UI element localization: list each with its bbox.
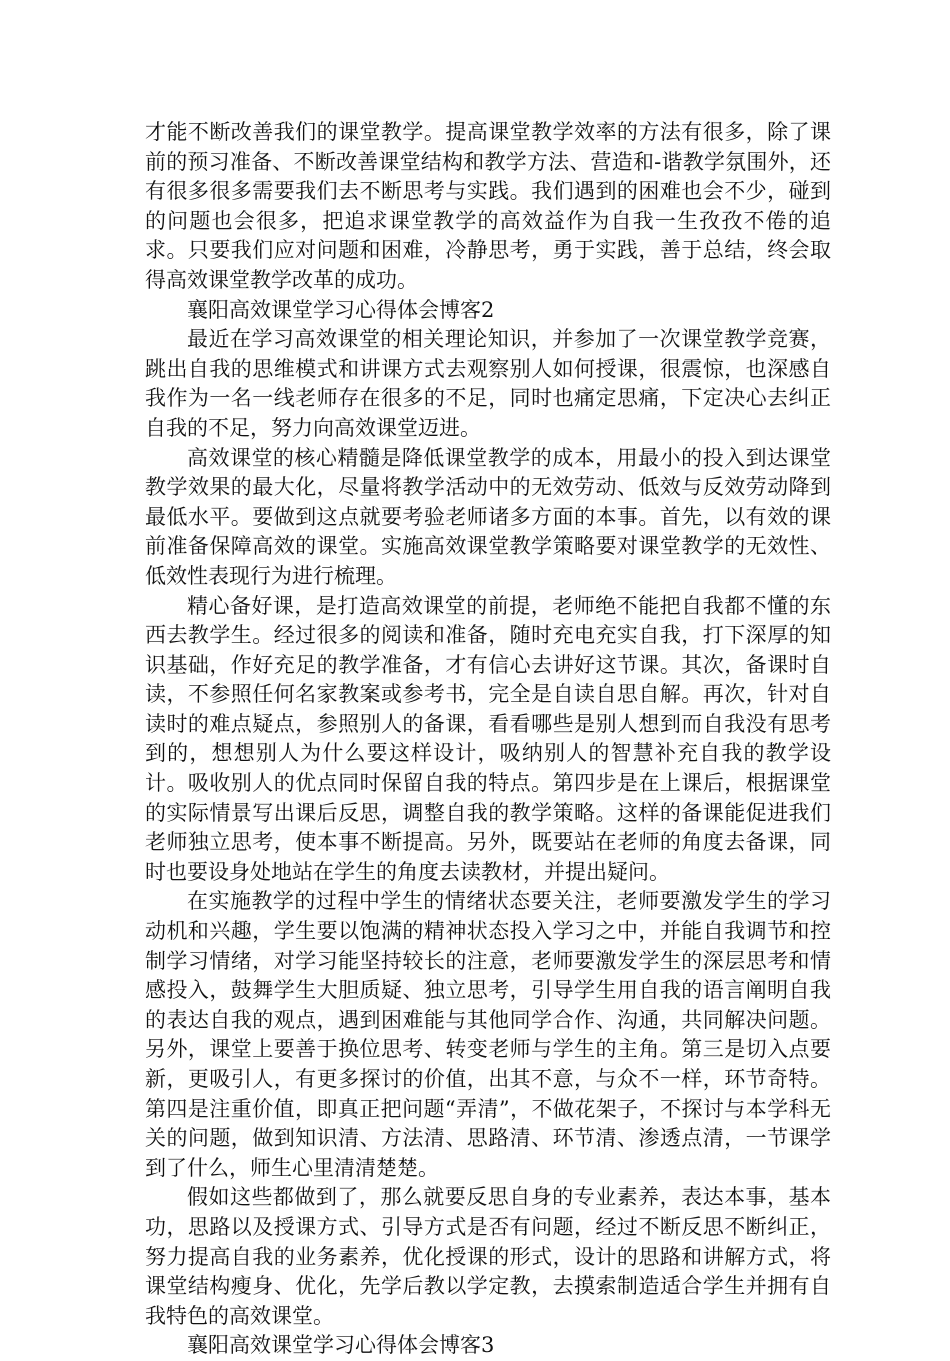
paragraph-continuation: 才能不断改善我们的课堂教学。提高课堂教学效率的方法有很多，除了课前的预习准备、不断改善课堂结构和教学方法、营造和-谐教学氛围外，还有很多很多需要我们去不断思考与实践。我们遇到的困难也会不少，碰到的问题也会很多，把追求课堂教学的高效益作为自我一生孜孜不倦的追求。只要我们应对问题和困难，冷静思考，勇于实践，善于总结，终会取得高效课堂教学改革的成功。 — [145, 120, 831, 292]
document-page — [145, 118, 831, 1361]
section-heading-3: 襄阳高效课堂学习心得体会博客3 — [187, 1333, 495, 1358]
paragraph-teaching-process: 在实施教学的过程中学生的情绪状态要关注，老师要激发学生的学习动机和兴趣，学生要以饱满的精神状态投入学习之中，并能自我调节和控制学习情绪，对学习能坚持较长的注意，老师要激发学生的深层思考和情感投入，鼓舞学生大胆质疑、独立思考，引导学生用自我的语言阐明自我的表达自我的观点，遇到困难能与其他同学合作、沟通，共同解决问题。另外，课堂上要善于换位思考、转变老师与学生的主角。第三是切入点要新，更吸引人，有更多探讨的价值，出其不意，与众不一样，环节奇特。第四是注重价值，即真正把问题“弄清”，不做花架子，不探讨与本学科无关的问题，做到知识清、方法清、思路清、环节清、渗透点清，一节课学到了什么，师生心里清清楚楚。 — [145, 889, 831, 1180]
paragraph-lesson-prep: 精心备好课，是打造高效课堂的前提，老师绝不能把自我都不懂的东西去教学生。经过很多的阅读和准备，随时充电充实自我，打下深厚的知识基础，作好充足的教学准备，才有信心去讲好这节课。其次，备课时自读，不参照任何名家教案或参考书，完全是自读自思自解。再次，针对自读时的难点疑点，参照别人的备课，看看哪些是别人想到而自我没有思考到的，想想别人为什么要这样设计，吸纳别人的智慧补充自我的教学设计。吸收别人的优点同时保留自我的特点。第四步是在上课后，根据课堂的实际情景写出课后反思，调整自我的教学策略。这样的备课能促进我们老师独立思考，使本事不断提高。另外，既要站在老师的角度去备课，同时也要设身处地站在学生的角度去读教材，并提出疑问。 — [145, 593, 831, 884]
section-heading-2: 襄阳高效课堂学习心得体会博客2 — [187, 297, 495, 322]
paragraph-core-essence: 高效课堂的核心精髓是降低课堂教学的成本，用最小的投入到达课堂教学效果的最大化，尽量将教学活动中的无效劳动、低效与反效劳动降到最低水平。要做到这点就要考验老师诸多方面的本事。首先，以有效的课前准备保障高效的课堂。实施高效课堂教学策略要对课堂教学的无效性、低效性表现行为进行梳理。 — [145, 445, 831, 588]
paragraph-reflection: 假如这些都做到了，那么就要反思自身的专业素养，表达本事，基本功，思路以及授课方式、引导方式是否有问题，经过不断反思不断纠正，努力提高自我的业务素养，优化授课的形式，设计的思路和讲解方式，将课堂结构瘦身、优化，先学后教以学定教，去摸索制造适合学生并拥有自我特色的高效课堂。 — [145, 1185, 831, 1328]
paragraph-intro: 最近在学习高效课堂的相关理论知识，并参加了一次课堂教学竞赛，跳出自我的思维模式和讲课方式去观察别人如何授课，很震惊，也深感自我作为一名一线老师存在很多的不足，同时也痛定思痛，下定决心去纠正自我的不足，努力向高效课堂迈进。 — [145, 327, 831, 440]
